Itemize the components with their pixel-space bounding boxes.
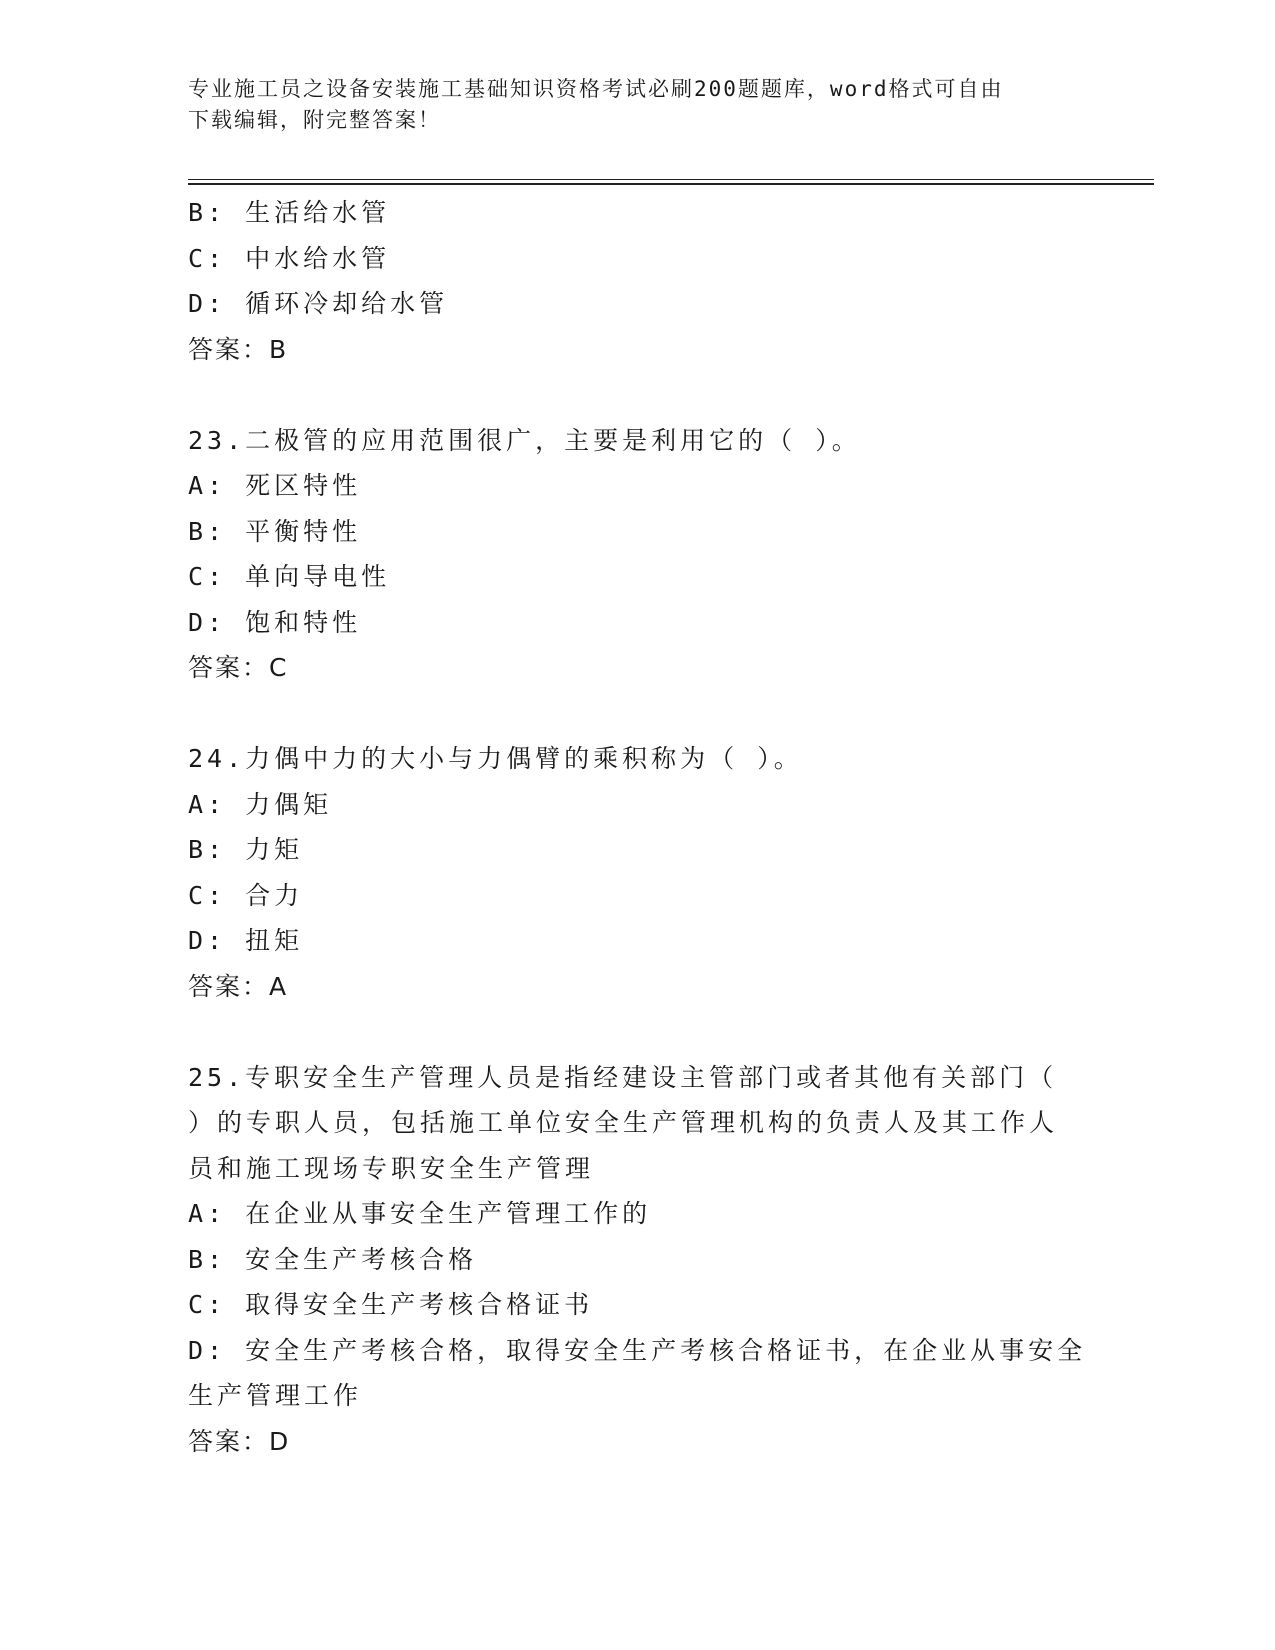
option-d xyxy=(188,918,1088,964)
option-text: 在企业从事安全生产管理工作的 xyxy=(245,1199,652,1228)
option-text: 中水给水管 xyxy=(245,243,391,273)
question-24 xyxy=(188,736,1088,1009)
option-text: 力矩 xyxy=(245,835,304,864)
option-key: B: xyxy=(188,1244,227,1274)
option-d xyxy=(188,600,1088,646)
question-25 xyxy=(188,1055,1088,1465)
header-line-2: 下载编辑，附完整答案！ xyxy=(188,108,441,132)
option-text: 饱和特性 xyxy=(245,607,362,637)
option-d xyxy=(188,1328,1088,1374)
option-key: B: xyxy=(188,835,227,864)
option-key: D: xyxy=(188,1335,227,1365)
header-divider-thin xyxy=(188,179,1154,180)
option-text: 生活给水管 xyxy=(245,198,391,227)
option-text: 安全生产考核合格 xyxy=(245,1244,478,1274)
option-key: B: xyxy=(188,198,227,227)
option-a xyxy=(188,782,1088,828)
answer-line: 答案：C xyxy=(188,653,289,682)
header-divider-thick xyxy=(188,183,1154,185)
option-text: 力偶矩 xyxy=(245,789,333,819)
option-key: C: xyxy=(188,562,227,591)
option-b xyxy=(188,827,1088,873)
option-key: C: xyxy=(188,243,227,273)
question-stem: 23.二极管的应用范围很广，主要是利用它的（ ）。 xyxy=(188,425,861,455)
question-stem-line-2: ）的专职人员，包括施工单位安全生产管理机构的负责人及其工作人 xyxy=(188,1108,1059,1137)
option-key: A: xyxy=(188,471,227,500)
document-header xyxy=(188,74,1068,136)
option-c xyxy=(188,873,1088,919)
option-b xyxy=(188,509,1088,555)
question-stem: 24.力偶中力的大小与力偶臂的乘积称为（ ）。 xyxy=(188,744,803,773)
option-key: A: xyxy=(188,789,227,819)
option-b xyxy=(188,190,1088,236)
option-c xyxy=(188,236,1088,282)
question-stem-line-1: 25.专职安全生产管理人员是指经建设主管部门或者其他有关部门（ xyxy=(188,1062,1058,1092)
option-text: 死区特性 xyxy=(245,471,362,500)
option-c xyxy=(188,1282,1088,1328)
option-text: 循环冷却给水管 xyxy=(245,289,449,318)
option-c xyxy=(188,554,1088,600)
option-key: C: xyxy=(188,1290,227,1319)
option-key: D: xyxy=(188,607,227,637)
option-key: C: xyxy=(188,880,227,910)
question-22-continuation xyxy=(188,190,1088,372)
option-d xyxy=(188,281,1088,327)
question-stem-line-3: 员和施工现场专职安全生产管理 xyxy=(188,1153,595,1183)
spacer xyxy=(188,691,1088,737)
answer-line: 答案：D xyxy=(188,1426,291,1456)
question-23 xyxy=(188,418,1088,691)
option-d-continuation: 生产管理工作 xyxy=(188,1381,363,1410)
option-text: 合力 xyxy=(245,880,304,910)
option-text: 安全生产考核合格，取得安全生产考核合格证书，在企业从事安全 xyxy=(245,1335,1087,1365)
spacer xyxy=(188,1009,1088,1055)
option-key: B: xyxy=(188,516,227,546)
option-key: A: xyxy=(188,1199,227,1228)
option-a xyxy=(188,1191,1088,1237)
option-key: D: xyxy=(188,289,227,318)
option-text: 单向导电性 xyxy=(245,562,391,591)
option-key: D: xyxy=(188,926,227,955)
answer-line: 答案：A xyxy=(188,971,289,1001)
option-a xyxy=(188,463,1088,509)
option-b xyxy=(188,1237,1088,1283)
option-text: 取得安全生产考核合格证书 xyxy=(245,1290,594,1319)
spacer xyxy=(188,372,1088,418)
option-text: 平衡特性 xyxy=(245,516,362,546)
question-content xyxy=(188,190,1088,1464)
header-line-1: 专业施工员之设备安装施工基础知识资格考试必刷200题题库，word格式可自由 xyxy=(188,77,1004,101)
answer-line: 答案：B xyxy=(188,334,289,364)
option-text: 扭矩 xyxy=(245,926,304,955)
